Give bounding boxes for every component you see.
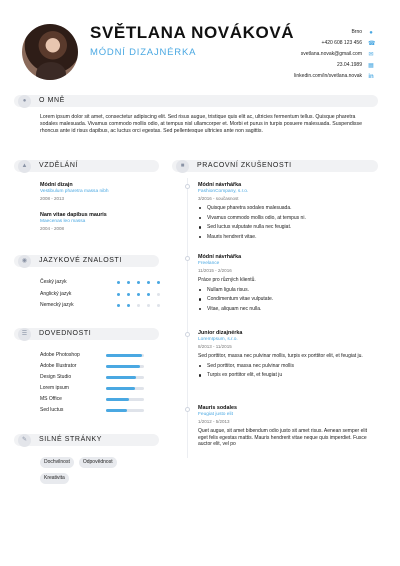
language-name: Nemecký jazyk: [40, 302, 74, 308]
level-dot: [117, 293, 120, 296]
skill-row: [40, 363, 160, 370]
job-description: Práce pro různých klientů.: [198, 276, 256, 283]
job-bullet: Sed luctus vulputate nulla nec feugiat.: [198, 224, 378, 231]
language-level-dots: [117, 304, 160, 307]
education-item: Módní dizajn Vestibulum pharetra massa nibh 2008 - 2013: [40, 182, 109, 201]
job-item: Mauris sodales Feugiat justo elit 1/2012 - 5/2013 Quet augue, sit amet bibendum odio justo sit amet risus. Aenean semper elit eget felis egestas mattis. Mauris hendrerit vitae neque quis imperdiet. Fusce auctor elit, vel po: [198, 405, 378, 448]
globe-icon: ◉: [18, 255, 31, 268]
level-dot: [127, 293, 130, 296]
skill-name: Lorem ipsum: [40, 385, 69, 391]
timeline-dot: [185, 332, 190, 337]
contact-email[interactable]: svetlana.novak@gmail.com ✉: [300, 51, 374, 58]
language-row: [40, 279, 160, 286]
strength-tag: Odpovědnost: [79, 457, 117, 468]
skill-level-fill: [106, 365, 140, 368]
contact-phone[interactable]: +420 608 123 456 ☎: [321, 40, 376, 47]
language-row: [40, 302, 160, 309]
job-description: Sed porttitor, massa nec pulvinar mollis, turpis ex porttitor elit, et feugiat ju.: [198, 352, 363, 359]
timeline-line: [187, 178, 188, 458]
skill-name: Design Studio: [40, 374, 72, 380]
level-dot: [137, 304, 140, 307]
layers-icon: ☰: [18, 328, 31, 341]
language-level-dots: [117, 281, 160, 284]
language-row: [40, 291, 160, 298]
skill-row: [40, 396, 160, 403]
skill-level-bar: [106, 387, 144, 390]
email-icon: ✉: [368, 51, 374, 58]
person-icon: ●: [18, 95, 31, 108]
skill-level-fill: [106, 398, 129, 401]
phone-icon: ☎: [368, 40, 376, 47]
job-bullet: Nullam ligula risus.: [198, 287, 378, 294]
section-education-header: ▲ VZDĚLÁNÍ: [14, 160, 159, 172]
calendar-icon: ▦: [368, 62, 374, 69]
strengths-tags: [40, 457, 150, 484]
contact-location: Brno ●: [351, 29, 373, 36]
section-skills-header: ☰ DOVEDNOSTI: [14, 328, 159, 340]
level-dot: [137, 281, 140, 284]
level-dot: [127, 304, 130, 307]
contact-list: [294, 27, 374, 82]
skill-level-fill: [106, 409, 127, 412]
level-dot: [127, 281, 130, 284]
job-item: Módní návrhářka Freelance 11/2015 - 2/2016 Práce pro různých klientů. Nullam ligula risus. Condimentum vitae vulputate. Vitae, aliquam nec nulla.: [198, 254, 378, 316]
skill-level-bar: [106, 376, 144, 379]
skill-level-fill: [106, 376, 136, 379]
person-name: SVĚTLANA NOVÁKOVÁ: [90, 23, 295, 42]
level-dot: [117, 281, 120, 284]
level-dot: [147, 281, 150, 284]
timeline-dot: [185, 256, 190, 261]
level-dot: [157, 304, 160, 307]
level-dot: [147, 304, 150, 307]
skill-name: Adobe Illustrator: [40, 363, 77, 369]
skill-name: MS Office: [40, 396, 62, 402]
level-dot: [157, 293, 160, 296]
job-bullet: Vitae, aliquam nec nulla.: [198, 306, 378, 313]
language-name: Český jazyk: [40, 279, 67, 285]
level-dot: [117, 304, 120, 307]
section-strengths-header: ✎ SILNÉ STRÁNKY: [14, 434, 159, 446]
skill-level-bar: [106, 354, 144, 357]
level-dot: [137, 293, 140, 296]
job-description: Quet augue, sit amet bibendum odio justo sit amet risus. Aenean semper elit eget felis egestas mattis. Mauris hendrerit vitae neque quis imperdiet. Fusce auctor elit, vel po: [198, 427, 367, 448]
pencil-icon: ✎: [18, 434, 31, 447]
skill-level-bar: [106, 398, 144, 401]
language-level-dots: [117, 293, 160, 296]
skill-level-fill: [106, 387, 135, 390]
skill-name: Adobe Photoshop: [40, 352, 80, 358]
location-icon: ●: [369, 29, 373, 36]
skill-row: [40, 385, 160, 392]
job-bullet: Sed porttitor, massa nec pulvinar mollis: [198, 363, 378, 370]
section-experience-header: ■ PRACOVNÍ ZKUŠENOSTI: [172, 160, 378, 172]
job-item: Junior dizajnérka LoremIpsum, s.r.o. 8/2013 - 11/2015 Sed porttitor, massa nec pulvinar mollis, turpis ex porttitor elit, et feugiat ju. Sed porttitor, massa nec pulvinar mollis Turpis ex porttitor elit, et feugiat ju: [198, 330, 378, 382]
graduation-cap-icon: ▲: [18, 160, 31, 173]
timeline-dot: [185, 407, 190, 412]
job-bullet: Turpis ex porttitor elit, et feugiat ju: [198, 372, 378, 379]
profile-photo: [22, 24, 78, 80]
strength-tag: Kreativita: [40, 473, 69, 484]
level-dot: [147, 293, 150, 296]
job-item: Módní návrhářka FashionCompany, s.r.o. 3/2016 - současnost Quisque pharetra sodales malesuada. Vivamus commodo mollis odio, at tempus ni. Sed luctus vulputate nulla nec feugiat. Mauris hendrerit vitae.: [198, 182, 378, 244]
education-item: Nam vitae dapibus mauris Maecenas leo massa 2004 - 2008: [40, 212, 107, 231]
briefcase-icon: ■: [176, 160, 189, 173]
timeline-dot: [185, 184, 190, 189]
job-bullet: Vivamus commodo mollis odio, at tempus ni.: [198, 215, 378, 222]
skill-level-bar: [106, 409, 144, 412]
section-languages-header: ◉ JAZYKOVÉ ZNALOSTI: [14, 255, 159, 267]
contact-birthdate: 23.04.1989 ▦: [336, 62, 374, 69]
skill-row: [40, 407, 160, 414]
about-text: Lorem ipsum dolor sit amet, consectetur adipiscing elit. Sed risus augue, tristique quis elit ac, ultricies fermentum tellus. Quisque pharetra sodales malesuada. Vivamus commodo mollis odio, at tempus nisl ullamcorper et. Morbi et purus in turpis posuere malesuada. Suspendisse rhoncus ante id risus dapibus, ac luctus orci egestas. Sed pellentesque ultricies ante non sagittis.: [40, 114, 362, 135]
strength-tag: Dochvilnost: [40, 457, 74, 468]
skill-level-bar: [106, 365, 144, 368]
linkedin-icon: in: [368, 73, 374, 80]
job-bullet: Condimentum vitae vulputate.: [198, 296, 378, 303]
language-name: Anglický jazyk: [40, 291, 72, 297]
skill-name: Sed luctus: [40, 407, 64, 413]
level-dot: [157, 281, 160, 284]
contact-linkedin[interactable]: linkedin.com/in/svetlana.novak in: [294, 73, 374, 80]
job-bullet: Mauris hendrerit vitae.: [198, 234, 378, 241]
job-role: MÓDNÍ DIZAJNÉRKA: [90, 47, 197, 58]
section-about-header: ● O MNĚ: [14, 95, 378, 107]
skill-level-fill: [106, 354, 142, 357]
skill-row: [40, 352, 160, 359]
skill-row: [40, 374, 160, 381]
job-bullet: Quisque pharetra sodales malesuada.: [198, 205, 378, 212]
